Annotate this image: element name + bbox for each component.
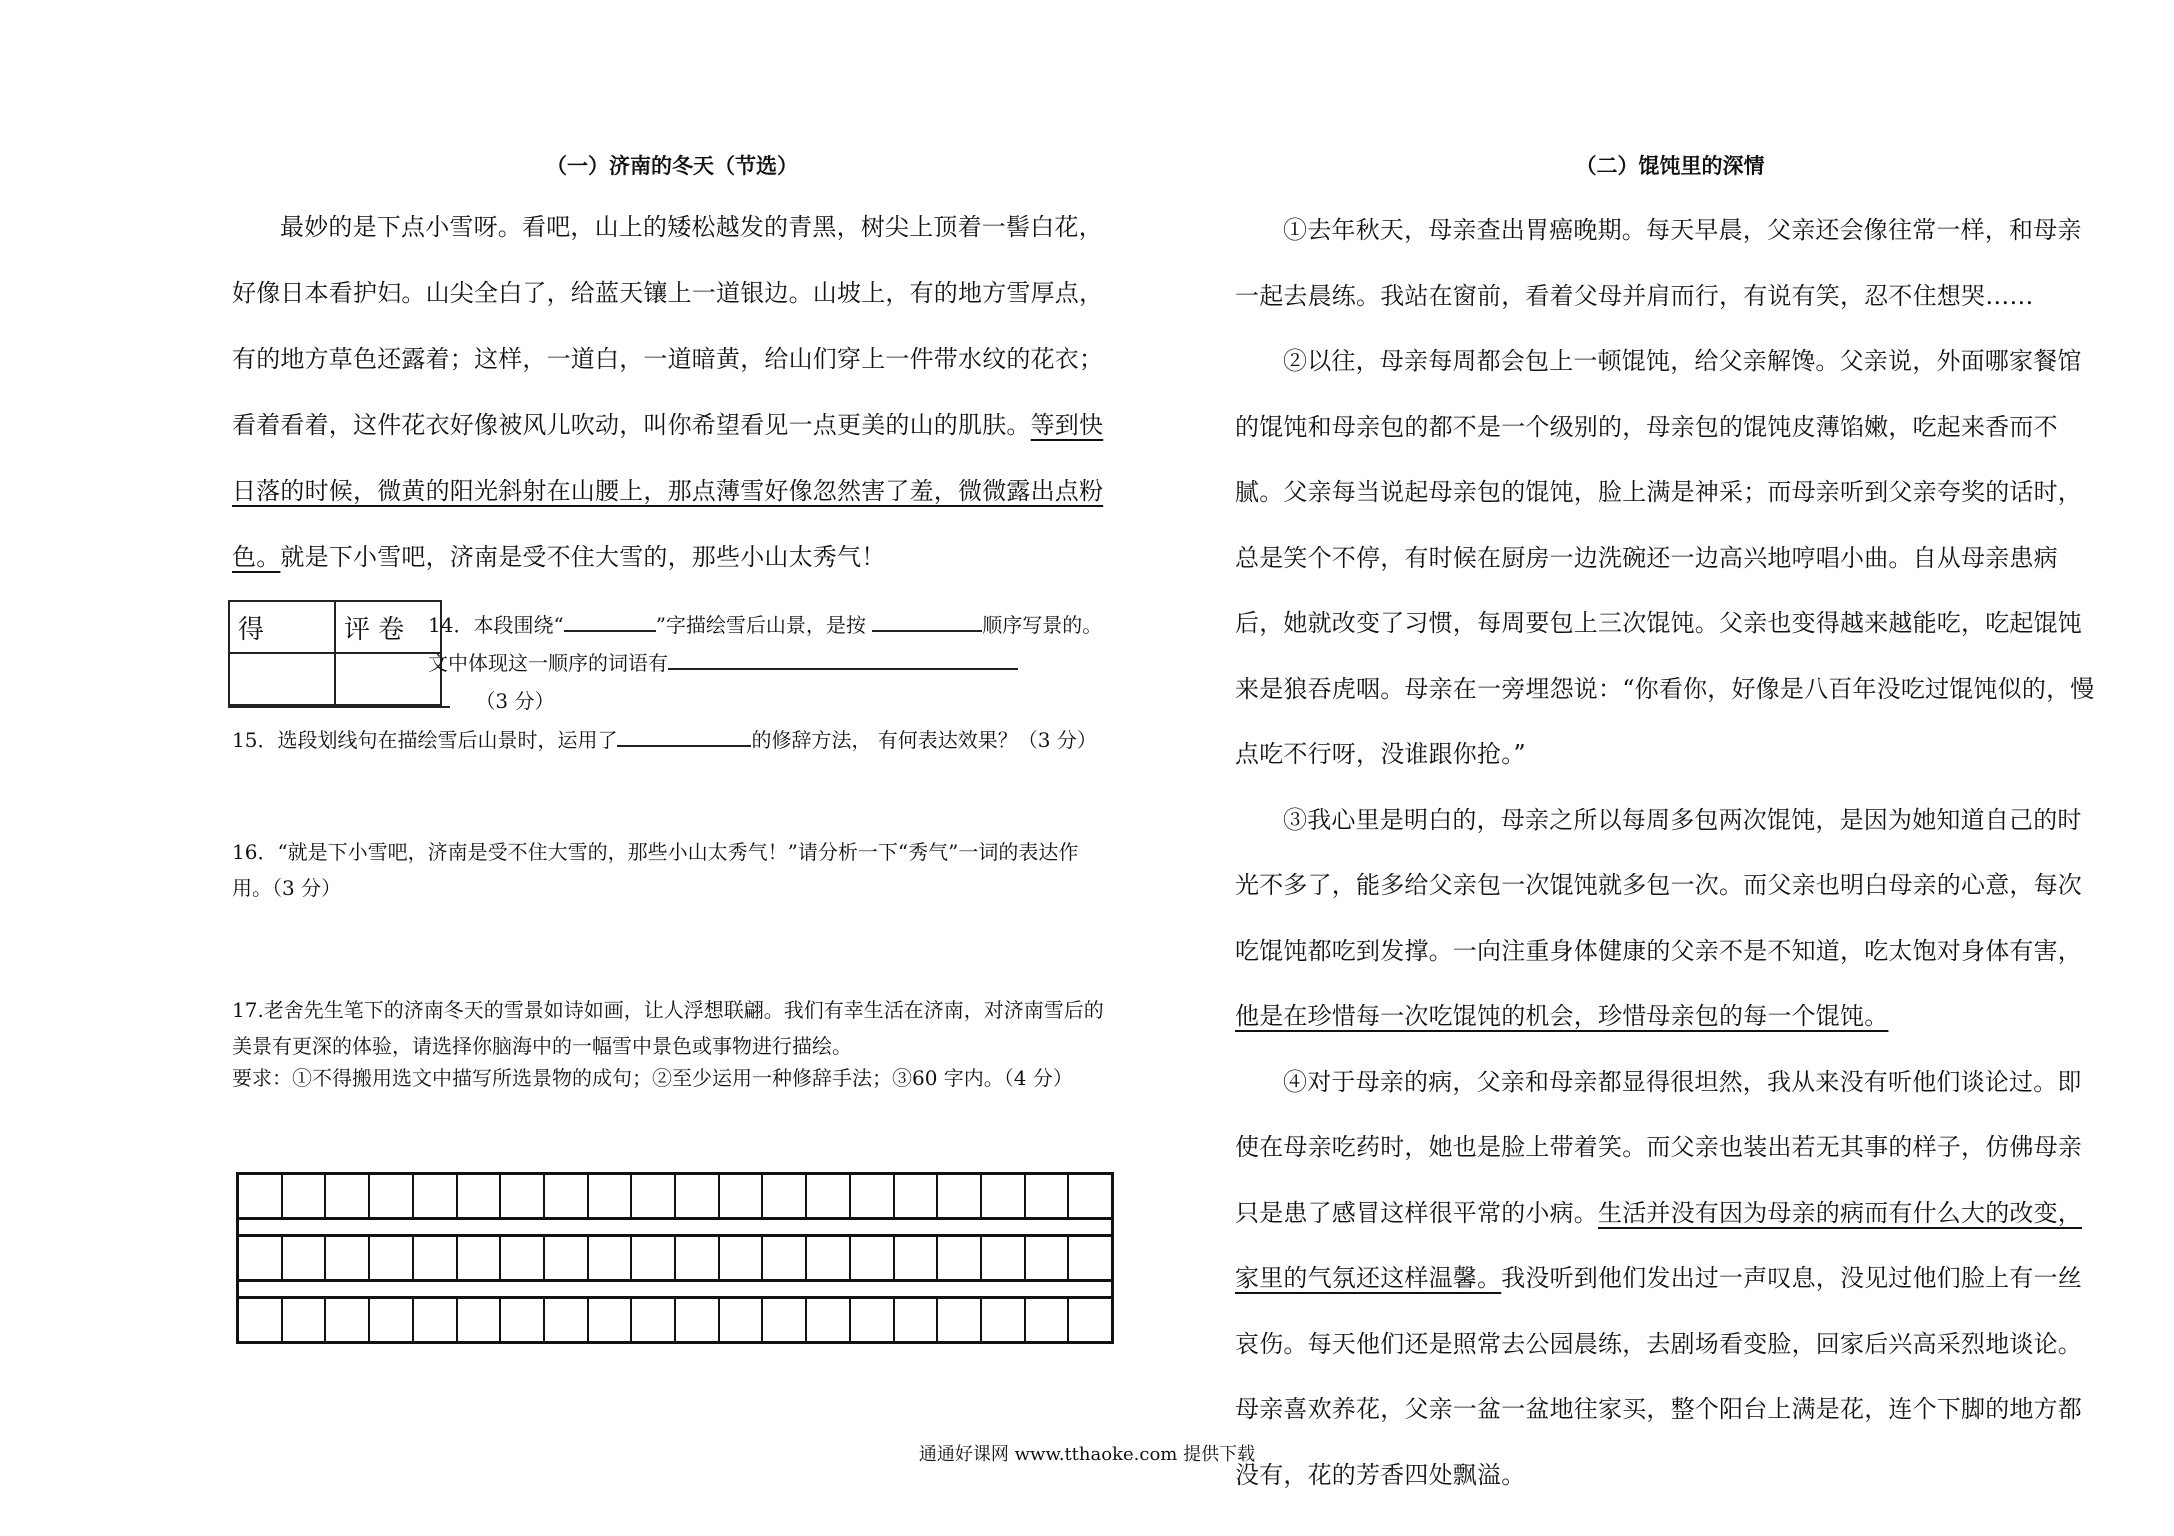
q14-text-b: ”字描绘雪后山景，是按 [655,613,866,637]
grid-cell[interactable] [458,1237,502,1279]
grid-cell[interactable] [938,1237,982,1279]
passage-two-title: （二）馄饨里的深情 [1575,153,1765,178]
grid-cell[interactable] [632,1237,676,1279]
grid-cell[interactable] [895,1299,939,1341]
para-3-text: ③我心里是明白的，母亲之所以每周多包两次馄饨，是因为她知道自己的时光不多了，能多给父亲包一次馄饨就多包一次。而父亲也明白母亲的心意，每次吃馄饨都吃到发撑。一向注重身体健康的父亲不是不知道，吃太饱对身体有害， [1235,805,2082,965]
grid-cell[interactable] [283,1299,327,1341]
passage-one-text [232,194,1112,590]
grid-cell[interactable] [720,1299,764,1341]
grid-cell[interactable] [895,1237,939,1279]
grid-cell[interactable] [676,1237,720,1279]
passage-two-para-2: ②以往，母亲每周都会包上一顿馄饨，给父亲解馋。父亲说，外面哪家餐馆的馄饨和母亲包的都不是一个级别的，母亲包的馄饨皮薄馅嫩，吃起来香而不腻。父亲每当说起母亲包的馄饨，脸上满是神采；而母亲听到父亲夸奖的话时，总是笑个不停，有时候在厨房一边洗碗还一边高兴地哼唱小曲。自从母亲患病后，她就改变了习惯，每周要包上三次馄饨。父亲也变得越来越能吃，吃起馄饨来是狼吞虎咽。母亲在一旁埋怨说：“你看你，好像是八百年没吃过馄饨似的，慢点吃不行呀，没谁跟你抢。” [1235,347,2095,768]
grid-gap [239,1282,1111,1299]
q14-score: （3 分） [475,689,555,713]
grid-cell[interactable] [763,1175,807,1217]
grid-cell[interactable] [283,1175,327,1217]
left-column [232,150,1112,1092]
grid-cell[interactable] [458,1175,502,1217]
grid-cell[interactable] [370,1175,414,1217]
passage-one-sentences: 最妙的是下点小雪呀。看吧，山上的矮松越发的青黑，树尖上顶着一髻白花，好像日本看护妇。山尖全白了，给蓝天镶上一道银边。山坡上，有的地方雪厚点，有的地方草色还露着；这样，一道白，一道暗黄，给山们穿上一件带水纹的花衣；看着看着，这件花衣好像被风儿吹动，叫你希望看见一点更美的山的肌肤。 [232,213,1104,439]
grid-cell[interactable] [1069,1175,1111,1217]
grid-cell[interactable] [414,1237,458,1279]
grid-cell[interactable] [632,1175,676,1217]
question-16: 16．“就是下小雪吧，济南是受不住大雪的，那些小山太秀气！”请分析一下“秀气”一词的表达作用。（3 分） [232,840,1079,900]
q14-text-a: 14．本段围绕“ [428,613,564,637]
grid-cell[interactable] [720,1175,764,1217]
passage-two-para-1: ①去年秋天，母亲查出胃癌晚期。每天早晨，父亲还会像往常一样，和母亲一起去晨练。我站在窗前，看着父母并肩而行，有说有笑，忍不住想哭…… [1235,216,2082,310]
grid-cell[interactable] [851,1237,895,1279]
grid-cell[interactable] [545,1175,589,1217]
grid-cell[interactable] [501,1237,545,1279]
question-14 [428,606,1108,720]
grid-cell[interactable] [1026,1299,1070,1341]
grid-cell[interactable] [938,1299,982,1341]
q14-blank-1[interactable] [564,610,656,632]
grid-cell[interactable] [458,1299,502,1341]
grid-cell[interactable] [589,1175,633,1217]
grid-cell[interactable] [763,1299,807,1341]
q14-blank-2[interactable] [872,610,982,632]
grid-cell[interactable] [545,1237,589,1279]
grid-cell[interactable] [676,1175,720,1217]
grid-cell[interactable] [545,1299,589,1341]
grid-cell[interactable] [763,1237,807,1279]
grid-cell[interactable] [720,1237,764,1279]
q14-text-c: 顺序写景的。文中体现这一顺序的词语有 [428,613,1103,675]
q14-blank-4[interactable] [228,686,450,708]
grid-row [239,1299,1111,1344]
question-17-requirements: 要求：①不得搬用选文中描写所选景物的成句；②至少运用一种修辞手法；③60 字内。（4 分） [232,1066,1073,1090]
grid-cell[interactable] [283,1237,327,1279]
footer-credit: 通通好课网 www.tthaoke.com 提供下载 [918,1444,1256,1465]
grid-row [239,1237,1111,1282]
question-14-block [232,600,1112,718]
grid-cell[interactable] [807,1299,851,1341]
grid-cell[interactable] [1069,1299,1111,1341]
grid-cell[interactable] [982,1299,1026,1341]
para-4-text-b: 我没听到他们发出过一声叹息，没见过他们脸上有一丝哀伤。每天他们还是照常去公园晨练，去剧场看变脸，回家后兴高采烈地谈论。母亲喜欢养花，父亲一盆一盆地往家买，整个阳台上满是花，连个下脚的地方都没有，花的芳香四处飘溢。 [1235,1264,2083,1489]
grid-cell[interactable] [326,1175,370,1217]
para-3-underlined: 他是在珍惜每一次吃馄饨的机会，珍惜母亲包的每一个馄饨。 [1235,1002,1889,1030]
grid-cell[interactable] [589,1237,633,1279]
passage-two-para-3 [1235,788,2105,1050]
grid-cell[interactable] [807,1237,851,1279]
grid-cell[interactable] [851,1299,895,1341]
grid-cell[interactable] [501,1175,545,1217]
q14-blank-3[interactable] [668,648,1018,670]
grid-cell[interactable] [589,1299,633,1341]
grid-cell[interactable] [982,1237,1026,1279]
grid-cell[interactable] [1026,1237,1070,1279]
grid-cell[interactable] [676,1299,720,1341]
right-column [1235,150,2105,1508]
grid-cell[interactable] [414,1299,458,1341]
underlined-sentence: 等到快日落的时候，微黄的阳光斜射在山腰上，那点薄雪好像忽然害了羞，微微露出点粉色。 [232,411,1104,571]
score-label: 得 [229,601,335,653]
grid-cell[interactable] [895,1175,939,1217]
grid-row [239,1175,1111,1220]
grid-cell[interactable] [326,1237,370,1279]
grid-cell[interactable] [414,1175,458,1217]
grid-cell[interactable] [807,1175,851,1217]
grid-gap [239,1220,1111,1237]
writing-grid[interactable] [236,1172,1114,1344]
grid-cell[interactable] [239,1237,283,1279]
grid-cell[interactable] [326,1299,370,1341]
grid-cell[interactable] [982,1175,1026,1217]
passage-one-ending: 就是下小雪吧，济南是受不住大雪的，那些小山太秀气！ [280,543,886,571]
q15-text-b: 的修辞方法， 有何表达效果？（3 分） [751,728,1097,752]
q15-blank[interactable] [617,725,751,747]
grader-label: 评 卷 [335,601,441,653]
question-15 [232,722,1112,758]
grid-cell[interactable] [239,1175,283,1217]
para-4-text-a: ④对于母亲的病，父亲和母亲都显得很坦然，我从来没有听他们谈论过。即使在母亲吃药时，她也是脸上带着笑。而父亲也装出若无其事的样子，仿佛母亲只是患了感冒这样很平常的小病。 [1235,1067,2082,1227]
q15-text-a: 15．选段划线句在描绘雪后山景时，运用了 [232,728,618,752]
grid-cell[interactable] [1069,1237,1111,1279]
grid-cell[interactable] [370,1237,414,1279]
passage-one-title: （一）济南的冬天（节选） [546,153,798,178]
para-4-underlined: 生活并没有因为母亲的病而有什么大的改变，家里的气氛还这样温馨。 [1235,1198,2082,1292]
grid-cell[interactable] [239,1299,283,1341]
grid-cell[interactable] [370,1299,414,1341]
grid-cell[interactable] [1026,1175,1070,1217]
grid-cell[interactable] [632,1299,676,1341]
grid-cell[interactable] [938,1175,982,1217]
question-17: 17.老舍先生笔下的济南冬天的雪景如诗如画，让人浮想联翩。我们有幸生活在济南，对济南雪后的美景有更深的体验，请选择你脑海中的一幅雪中景色或事物进行描绘。 [232,998,1104,1058]
grid-cell[interactable] [501,1299,545,1341]
grid-cell[interactable] [851,1175,895,1217]
